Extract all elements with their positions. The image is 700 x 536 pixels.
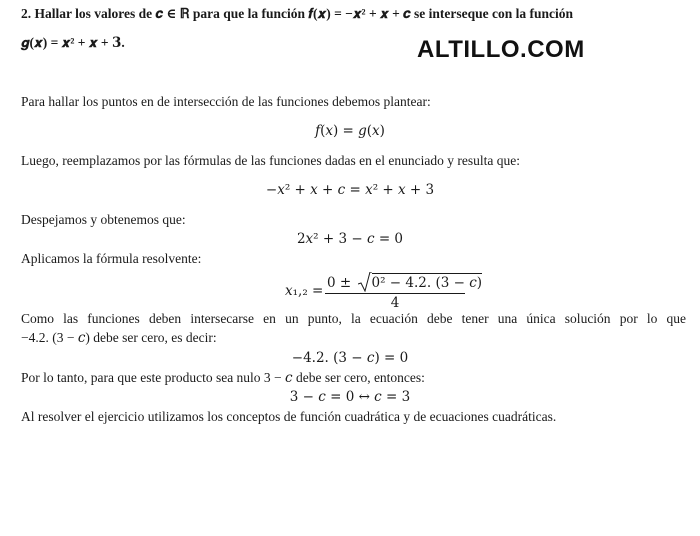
quadratic-formula <box>285 270 483 314</box>
formula-denominator: 4 <box>390 295 400 311</box>
equation-2: −𝑥² + 𝑥 + 𝑐 = 𝑥² + 𝑥 + 3 <box>265 182 435 198</box>
step-paragraph-3: Despejamos y obtenemos que: <box>21 212 186 227</box>
formula-numerator <box>327 272 482 292</box>
problem-statement-line-1: 2. Hallar los valores de 𝒄 ∈ ℝ para que la función 𝒇(𝒙) = −𝒙² + 𝒙 + 𝒄 se interseque con la función <box>21 6 574 21</box>
equation-3: 2𝑥² + 3 − 𝑐 = 0 <box>296 231 404 247</box>
watermark-logo: ALTILLO.COM <box>417 36 585 63</box>
equation-5: −4.2. (3 − 𝑐) = 0 <box>291 350 409 366</box>
step-paragraph-1: Para hallar los puntos en de intersección de las funciones debemos plantear: <box>21 94 431 109</box>
equation-1: 𝑓(𝑥) = 𝑔(𝑥) <box>315 123 385 139</box>
step-paragraph-4: Aplicamos la fórmula resolvente: <box>21 251 202 266</box>
fraction-bar <box>325 293 465 294</box>
step-paragraph-5-line-1: Como las funciones deben intersecarse en un punto, la ecuación debe tener una única solución por lo que <box>21 311 686 326</box>
sqrt-symbol <box>358 272 372 292</box>
problem-statement-line-2: 𝒈(𝒙) = 𝒙² + 𝒙 + 𝟑. <box>21 35 125 50</box>
radicand: 0² − 4.2. (3 − 𝑐) <box>371 275 483 291</box>
equation-6: 3 − 𝑐 = 0 ↔ 𝑐 = 3 <box>289 389 411 405</box>
step-paragraph-6: Por lo tanto, para que este producto sea nulo 3 − 𝑐 debe ser cero, entonces: <box>21 370 425 385</box>
numerator-prefix: 0 ± <box>327 275 352 291</box>
step-paragraph-7: Al resolver el ejercicio utilizamos los conceptos de función cuadrática y de ecuaciones cuadráticas. <box>21 409 557 424</box>
step-paragraph-2: Luego, reemplazamos por las fórmulas de las funciones dadas en el enunciado y resulta que: <box>21 153 520 168</box>
formula-lhs: 𝑥₁,₂ = <box>285 283 324 299</box>
step-paragraph-5-line-2: −4.2. (3 − 𝑐) debe ser cero, es decir: <box>21 330 217 345</box>
